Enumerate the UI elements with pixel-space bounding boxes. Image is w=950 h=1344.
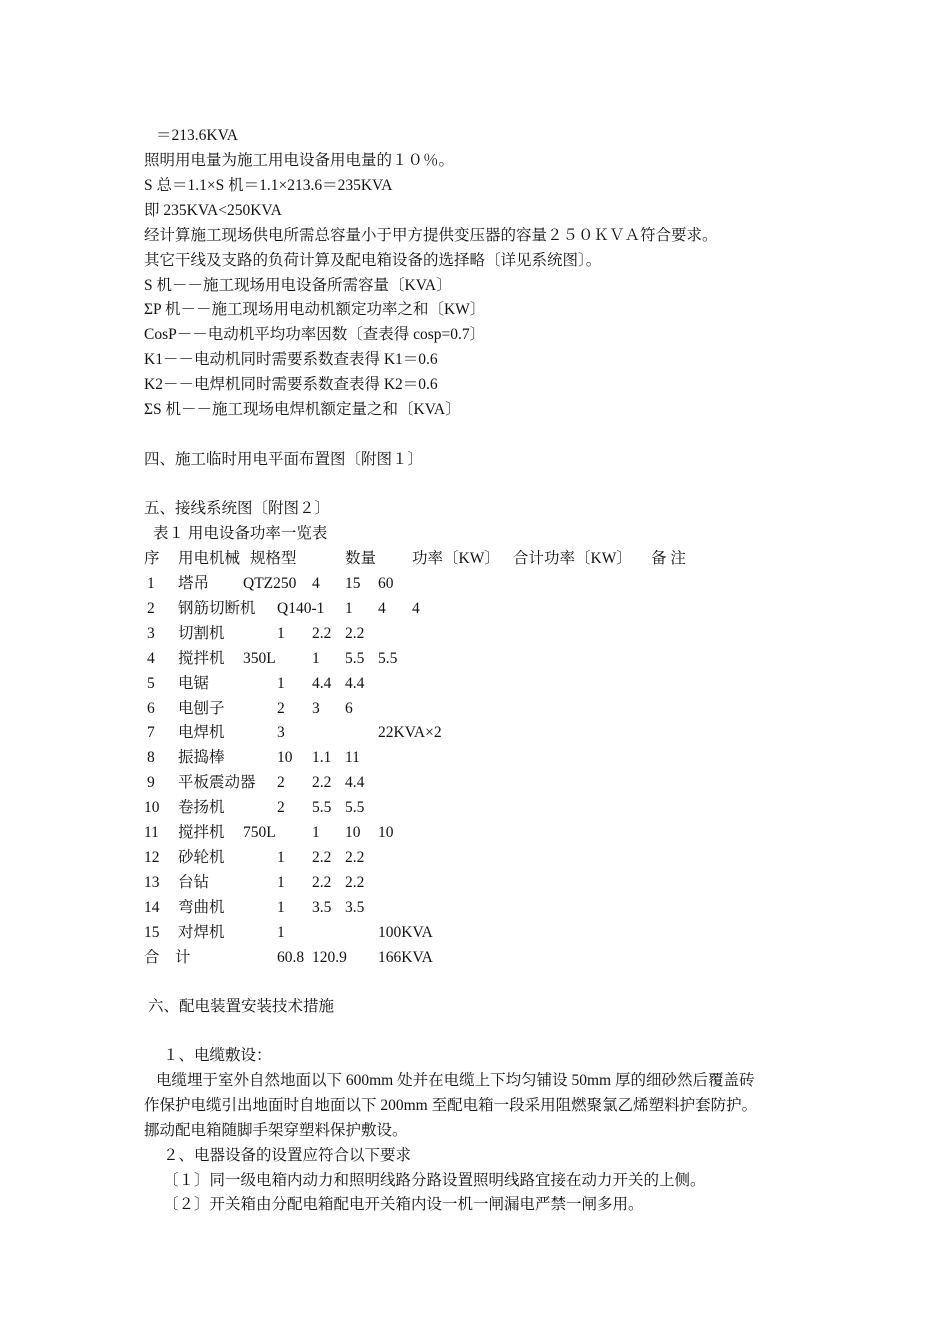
table-cell: 电锯 [178, 675, 210, 692]
definition-line: ΣP 机－－施工现场用电动机额定功率之和〔KW〕 [144, 301, 486, 318]
table-header-cell: 合计功率〔KW〕 [513, 550, 632, 567]
subheading-equipment: ２、电器设备的设置应符合以下要求 [163, 1147, 412, 1164]
requirement-line: 〔２〕开关箱由分配电箱配电开关箱内设一机一闸漏电严禁一闸多用。 [163, 1196, 644, 1213]
table-cell: 5.5 [345, 650, 365, 667]
table-cell: 4.4 [312, 675, 332, 692]
table-cell: 搅拌机 [178, 650, 225, 667]
section-heading-6: 六、配电装置安装技术措施 [148, 998, 335, 1015]
table-cell: 卷扬机 [178, 799, 225, 816]
table-cell: 2 [277, 799, 285, 816]
table-cell: 9 [147, 774, 155, 791]
table-cell: 4.4 [345, 774, 365, 791]
table-cell: 750L [243, 824, 276, 841]
table-header-cell: 数量 [345, 550, 377, 567]
table-cell: 350L [243, 650, 276, 667]
calc-line: 即 235KVA<250KVA [144, 202, 282, 219]
table-cell: 平板震动器 [178, 774, 256, 791]
table-cell: 塔吊 [178, 575, 210, 592]
table-cell: 13 [144, 874, 160, 891]
table-cell: 7 [147, 724, 155, 741]
table-cell: 100KVA [378, 924, 433, 941]
table-cell: QTZ250 [243, 575, 297, 592]
table-cell: 4 [147, 650, 155, 667]
table-cell: 2.2 [345, 849, 365, 866]
table-cell: 4.4 [345, 675, 365, 692]
table-header-cell: 备 注 [651, 550, 686, 567]
calc-line: 其它干线及支路的负荷计算及配电箱设备的选择略〔详见系统图〕。 [144, 252, 602, 269]
table-cell: 1 [277, 675, 285, 692]
table-total-cell: 166KVA [378, 949, 433, 966]
table-cell: 2 [277, 700, 285, 717]
table-cell: 2.2 [345, 625, 365, 642]
section-heading-5: 五、接线系统图〔附图２〕 [144, 500, 331, 517]
table-header-cell: 功率〔KW〕 [412, 550, 500, 567]
table-cell: 11 [345, 749, 360, 766]
table-cell: 1 [277, 874, 285, 891]
definition-line: CosP－－电动机平均功率因数〔查表得 cosp=0.7〕 [144, 326, 486, 343]
table-cell: 1 [312, 650, 320, 667]
table-cell: Q140-1 [277, 600, 325, 617]
table-cell: 2.2 [312, 625, 332, 642]
table-total-cell: 120.9 [312, 949, 347, 966]
definition-line: K1－－电动机同时需要系数查表得 K1＝0.6 [144, 351, 438, 368]
table-cell: 1 [277, 625, 285, 642]
table-cell: 12 [144, 849, 160, 866]
table-cell: 3.5 [345, 899, 365, 916]
table-cell: 2.2 [312, 849, 332, 866]
table-cell: 钢筋切断机 [178, 600, 256, 617]
table-cell: 4 [412, 600, 420, 617]
table-cell: 15 [345, 575, 361, 592]
table-cell: 3 [312, 700, 320, 717]
table-cell: 60 [378, 575, 394, 592]
table-cell: 2 [277, 774, 285, 791]
table-cell: 4 [378, 600, 386, 617]
table-cell: 电焊机 [178, 724, 225, 741]
table-cell: 5.5 [345, 799, 365, 816]
table-cell: 3 [147, 625, 155, 642]
requirement-line: 〔１〕同一级电箱内动力和照明线路分路设置照明线路宜接在动力开关的上侧。 [163, 1172, 706, 1189]
table-cell: 切割机 [178, 625, 225, 642]
table-cell: 2 [147, 600, 155, 617]
table-cell: 22KVA×2 [378, 724, 442, 741]
table-cell: 10 [345, 824, 361, 841]
calc-line: S 总＝1.1×S 机＝1.1×213.6＝235KVA [144, 177, 393, 194]
table-cell: 8 [147, 749, 155, 766]
table-cell: 1 [277, 924, 285, 941]
paragraph-line: 作保护电缆引出地面时自地面以下 200mm 至配电箱一段采用阻燃聚氯乙烯塑料护套防护。 [144, 1097, 758, 1114]
table-cell: 2.2 [345, 874, 365, 891]
table-cell: 3.5 [312, 899, 332, 916]
paragraph-line: 电缆埋于室外自然地面以下 600mm 处并在电缆上下均匀铺设 50mm 厚的细砂然后覆盖砖 [156, 1072, 755, 1089]
table-cell: 6 [147, 700, 155, 717]
table-cell: 5.5 [312, 799, 332, 816]
table-cell: 10 [378, 824, 394, 841]
calc-line: 照明用电量为施工用电设备用电量的１０％。 [144, 152, 455, 169]
table-cell: 搅拌机 [178, 824, 225, 841]
table-cell: 电刨子 [178, 700, 225, 717]
table-cell: 1 [147, 575, 155, 592]
section-heading-4: 四、施工临时用电平面布置图〔附图１〕 [144, 451, 424, 468]
calc-line: 经计算施工现场供电所需总容量小于甲方提供变压器的容量２５０ＫＶＡ符合要求。 [144, 227, 718, 244]
table-cell: 2.2 [312, 874, 332, 891]
table-total-cell: 60.8 [277, 949, 305, 966]
table-cell: 弯曲机 [178, 899, 225, 916]
table-cell: 14 [144, 899, 160, 916]
table-cell: 3 [277, 724, 285, 741]
table-cell: 5.5 [378, 650, 398, 667]
table-cell: 对焊机 [178, 924, 225, 941]
definition-line: K2－－电焊机同时需要系数查表得 K2＝0.6 [144, 376, 438, 393]
table-title: 表１ 用电设备功率一览表 [153, 525, 328, 542]
table-cell: 15 [144, 924, 160, 941]
table-cell: 振捣棒 [178, 749, 225, 766]
table-cell: 1 [345, 600, 353, 617]
table-header-cell: 用电机械 [178, 550, 241, 567]
paragraph-line: 挪动配电箱随脚手架穿塑料保护敷设。 [144, 1122, 408, 1139]
table-cell: 11 [144, 824, 159, 841]
calc-line: ＝213.6KVA [156, 127, 238, 144]
subheading-cable: １、电缆敷设： [163, 1047, 272, 1064]
table-cell: 1 [277, 849, 285, 866]
table-cell: 4 [312, 575, 320, 592]
table-cell: 2.2 [312, 774, 332, 791]
table-cell: 10 [144, 799, 160, 816]
definition-line: S 机－－施工现场用电设备所需容量〔KVA〕 [144, 277, 452, 294]
table-header-cell: 序 [144, 550, 160, 567]
table-header-cell: 规格型 [250, 550, 297, 567]
table-cell: 5 [147, 675, 155, 692]
table-cell: 1 [312, 824, 320, 841]
table-cell: 10 [277, 749, 293, 766]
table-cell: 6 [345, 700, 353, 717]
table-cell: 砂轮机 [178, 849, 225, 866]
table-cell: 1 [277, 899, 285, 916]
definition-line: ΣS 机－－施工现场电焊机额定量之和〔KVA〕 [144, 401, 461, 418]
table-cell: 台钻 [178, 874, 210, 891]
table-cell: 1.1 [312, 749, 332, 766]
table-total-cell: 合 计 [144, 949, 191, 966]
